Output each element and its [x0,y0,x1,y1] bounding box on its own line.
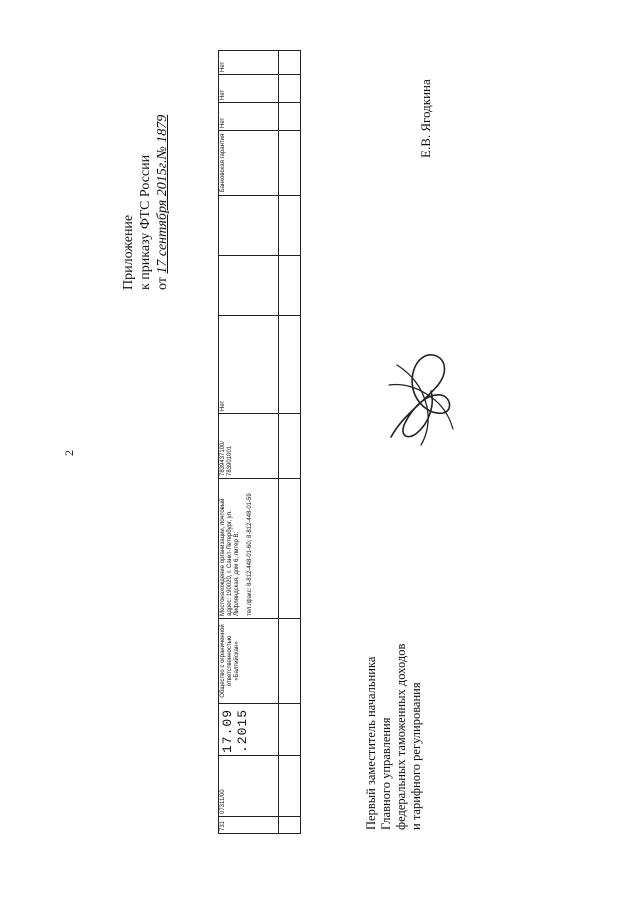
cell-col7: Нет [219,316,279,414]
empty-cell [279,479,301,619]
cell-guarantee: Банковская гарантия [219,131,279,196]
annex-date: 17 сентября 2015г. [155,159,170,274]
phone-text: тел./факс: 8-812-448-01-60, 8-812-448-01-59 [247,493,253,616]
position-line: Первый заместитель начальника [364,656,378,830]
cell-index: 731 [219,817,279,834]
empty-cell [279,414,301,479]
empty-cell [279,756,301,817]
empty-cell [279,51,301,75]
address-text: Местонахождение организации, почтовый адрес: 190020, г. Санкт-Петербург, ул. Лифляндская, дом 6, литер В; [220,498,240,616]
cell-col12: Нет [219,75,279,103]
signatory-position [364,644,424,830]
cell-inn-kpp: 7839437100/ 783901001 [219,414,279,479]
handwritten-signature [383,345,455,450]
annex-title: Приложение [121,214,136,290]
annex-header [120,115,171,290]
position-line: и тарифного регулирования [409,682,423,830]
signatory-name: Е.В. Ягодкина [418,79,433,158]
cell-col13: Нет [219,51,279,75]
page-number: 2 [62,450,76,456]
annex-date-prefix: от [155,277,170,290]
cell-organization: Общество с ограниченной ответственностью «Балтийскан» [219,619,279,704]
empty-cell [279,75,301,103]
annex-date-line [154,115,171,290]
cell-code: 07311/00 [219,756,279,817]
cell-col9 [219,196,279,256]
cell-col11: Нет [219,103,279,131]
empty-cell [279,316,301,414]
empty-cell [279,619,301,704]
register-table [218,61,300,834]
table-row-empty [279,51,301,834]
table-row [219,51,279,834]
empty-cell [279,817,301,834]
empty-cell [279,103,301,131]
cell-address [219,479,279,619]
annex-number: № 1879 [155,114,170,160]
empty-cell [279,704,301,756]
cell-date: 17.09.2015 [219,704,279,756]
empty-cell [279,131,301,196]
annex-order: к приказу ФТС России [138,154,153,290]
empty-cell [279,256,301,316]
position-line: федеральных таможенных доходов [394,643,408,830]
empty-cell [279,196,301,256]
position-line: Главного управления [379,717,393,830]
cell-col8 [219,256,279,316]
